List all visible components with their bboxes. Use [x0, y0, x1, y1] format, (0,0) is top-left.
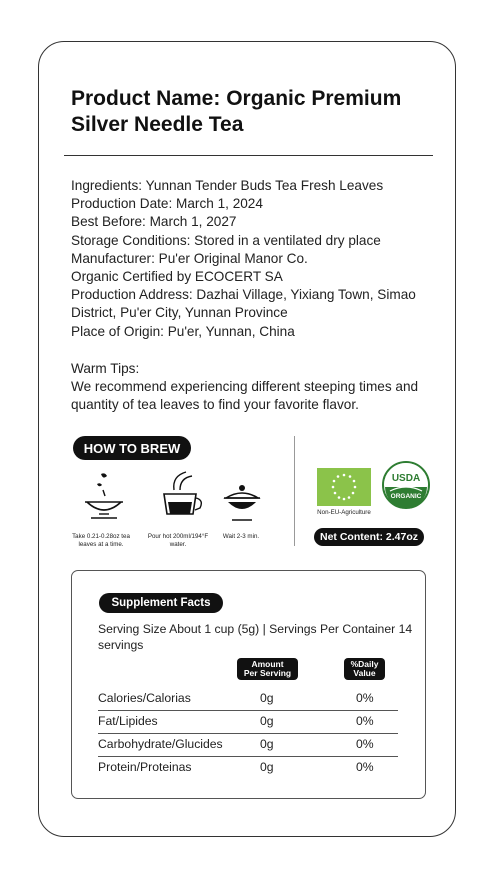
nutrient-name: Fat/Lipides [98, 714, 158, 728]
lidded-cup-icon [222, 484, 262, 526]
storage-line: Storage Conditions: Stored in a ventilated dry place [71, 232, 381, 248]
product-info [71, 177, 441, 341]
nutrient-name: Calories/Calorias [98, 691, 191, 705]
manufacturer-line: Manufacturer: Pu'er Original Manor Co. [71, 250, 308, 266]
nutrient-amount: 0g [260, 691, 274, 705]
nutrient-amount: 0g [260, 714, 274, 728]
table-row [98, 687, 398, 711]
usda-organic-seal-icon [382, 461, 430, 509]
brew-divider [294, 436, 295, 546]
brew-step-caption: Pour hot 200ml/194°F water. [147, 533, 209, 548]
brew-step-caption: Wait 2-3 min. [222, 533, 260, 540]
eu-organic-leaf-icon [317, 468, 371, 506]
best-before-line: Best Before: March 1, 2027 [71, 214, 237, 230]
header-line: %Daily [350, 659, 379, 669]
nutrient-amount: 0g [260, 737, 274, 751]
table-row [98, 756, 398, 779]
nutrient-name: Carbohydrate/Glucides [98, 737, 223, 751]
amount-per-serving-header [237, 658, 298, 680]
header-line: Value [353, 668, 376, 678]
tea-leaves-cup-icon [79, 470, 129, 526]
daily-value-header [344, 658, 385, 680]
net-content-badge: Net Content: 2.47oz [314, 528, 424, 546]
pour-water-icon [156, 470, 208, 526]
certified-line: Organic Certified by ECOCERT SA [71, 269, 283, 285]
nutrient-daily-value: 0% [356, 737, 374, 751]
organic-text: ORGANIC [390, 493, 422, 500]
warm-tips [71, 360, 441, 415]
brew-step-caption: Take 0.21-0.28oz tea leaves at a time. [72, 533, 130, 548]
title-divider [64, 155, 433, 156]
nutrient-amount: 0g [260, 760, 274, 774]
product-title: Product Name: Organic Premium Silver Needle Tea [71, 87, 402, 136]
tips-heading: Warm Tips: [71, 361, 140, 376]
ingredients-line: Ingredients: Yunnan Tender Buds Tea Fresh Leaves [71, 178, 384, 193]
production-date-line: Production Date: March 1, 2024 [71, 196, 263, 212]
nutrient-daily-value: 0% [356, 714, 374, 728]
eu-caption: Non-EU-Agriculture [317, 509, 371, 516]
header-line: Per Serving [243, 668, 292, 678]
how-to-brew-badge: HOW TO BREW [73, 436, 191, 460]
address-line: Production Address: Dazhai Village, Yixiang Town, Simao District, Pu'er City, Yunnan Province [71, 287, 416, 321]
supplement-facts-badge: Supplement Facts [99, 593, 223, 613]
tips-text: We recommend experiencing different steeping times and quantity of tea leaves to find your favorite flavor. [71, 379, 419, 413]
nutrient-daily-value: 0% [356, 691, 374, 705]
header-line: Amount [251, 659, 284, 669]
table-row [98, 710, 398, 734]
nutrient-daily-value: 0% [356, 760, 374, 774]
table-row [98, 733, 398, 757]
nutrient-name: Protein/Proteinas [98, 760, 192, 774]
usda-text: USDA [391, 473, 421, 484]
origin-line: Place of Origin: Pu'er, Yunnan, China [71, 323, 295, 339]
serving-size: Serving Size About 1 cup (5g) | Servings Per Container 14 servings [98, 622, 413, 652]
